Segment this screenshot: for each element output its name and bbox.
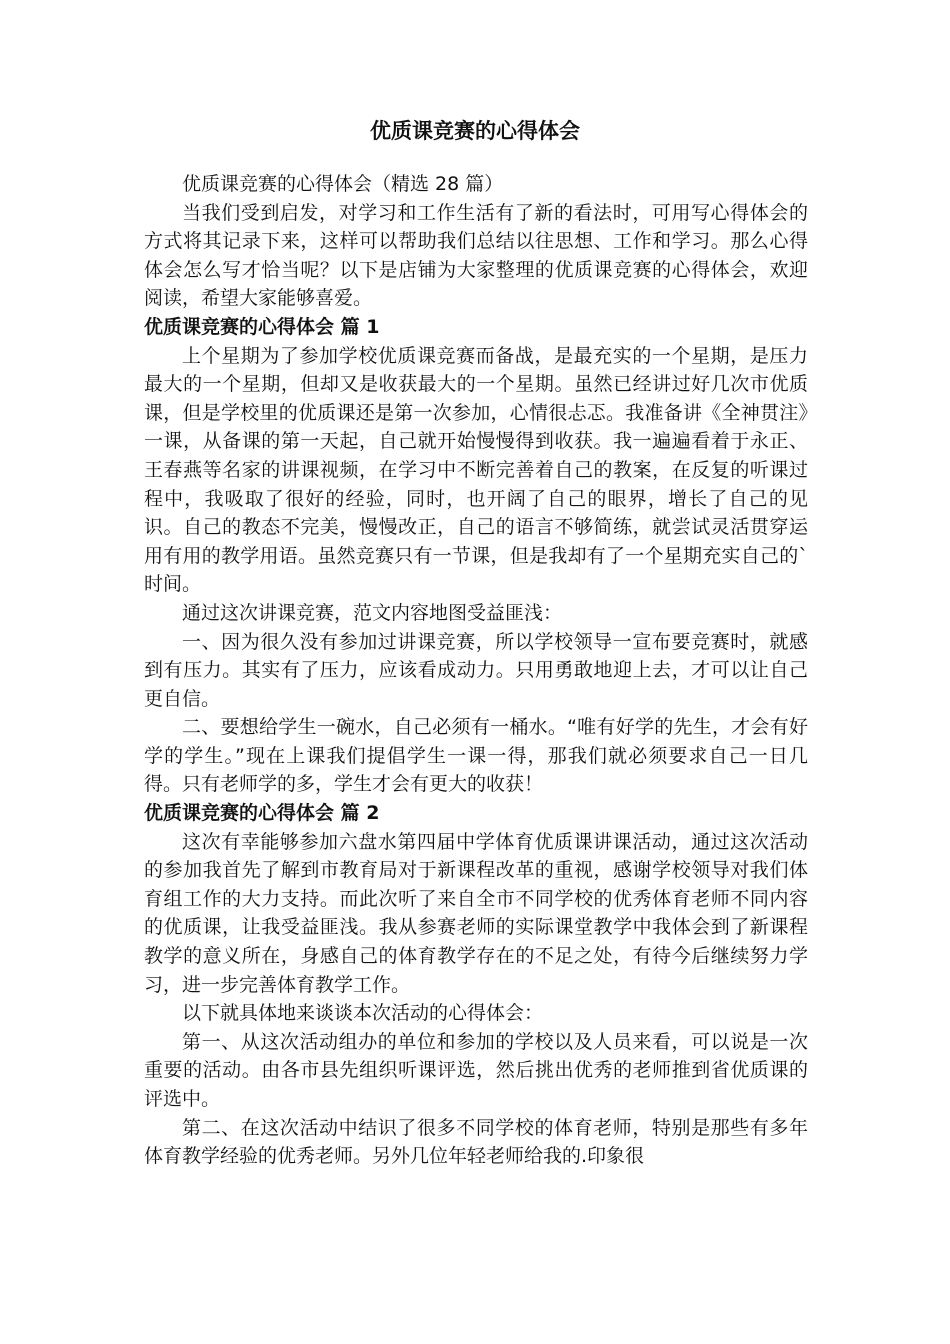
document-title: 优质课竞赛的心得体会 bbox=[370, 119, 580, 143]
section-paragraph: 二、要想给学生一碗水，自己必须有一桶水。“唯有好学的先生，才会有好学的学生。”现在上课我们提倡学生一课一得，那我们就必须要求自己一日几得。只有老师学的多，学生才会有更大的收获！ bbox=[144, 716, 808, 796]
section-paragraph: 第一、从这次活动组办的单位和参加的学校以及人员来看，可以说是一次重要的活动。由各市县先组织听课评选，然后挑出优秀的老师推到省优质课的评选中。 bbox=[144, 1030, 808, 1110]
section-heading: 优质课竞赛的心得体会 篇 1 bbox=[144, 315, 380, 338]
document-body bbox=[144, 170, 808, 1171]
section-paragraph: 第二、在这次活动中结识了很多不同学校的体育老师，特别是那些有多年体育教学经验的优秀老师。另外几位年轻老师给我的.印象很 bbox=[144, 1116, 808, 1168]
section-paragraph: 这次有幸能够参加六盘水第四届中学体育优质课讲课活动，通过这次活动的参加我首先了解到市教育局对于新课程改革的重视，感谢学校领导对我们体育组工作的大力支持。而此次听了来自全市不同学校的优秀体育老师不同内容的优质课，让我受益匪浅。我从参赛老师的实际课堂教学中我体会到了新课程教学的意义所在，身感自己的体育教学存在的不足之处，有待今后继续努力学习，进一步完善体育教学工作。 bbox=[144, 830, 808, 996]
section-paragraph: 上个星期为了参加学校优质课竞赛而备战，是最充实的一个星期，是压力最大的一个星期，但却又是收获最大的一个星期。虽然已经讲过好几次市优质课，但是学校里的优质课还是第一次参加，心情很忐忑。我准备讲《全神贯注》一课，从备课的第一天起，自己就开始慢慢得到收获。我一遍遍看着于永正、王春燕等名家的讲课视频，在学习中不断完善着自己的教案，在反复的听课过程中，我吸取了很好的经验，同时，也开阔了自己的眼界，增长了自己的见识。自己的教态不完美，慢慢改正，自己的语言不够简练，就尝试灵活贯穿运用有用的教学用语。虽然竞赛只有一节课，但是我却有了一个星期充实自己的`时间。 bbox=[144, 344, 808, 596]
intro-subtitle: 优质课竞赛的心得体会（精选 28 篇） bbox=[182, 173, 504, 195]
section-paragraph: 以下就具体地来谈谈本次活动的心得体会： bbox=[182, 1002, 544, 1025]
section-paragraph: 通过这次讲课竞赛，范文内容地图受益匪浅： bbox=[182, 601, 563, 624]
section-paragraph: 一、因为很久没有参加过讲课竞赛，所以学校领导一宣布要竞赛时，就感到有压力。其实有了压力，应该看成动力。只用勇敢地迎上去，才可以让自己更自信。 bbox=[144, 630, 808, 710]
section-heading: 优质课竞赛的心得体会 篇 2 bbox=[144, 802, 380, 825]
intro-paragraph: 当我们受到启发，对学习和工作生活有了新的看法时，可用写心得体会的方式将其记录下来，这样可以帮助我们总结以往思想、工作和学习。那么心得体会怎么写才恰当呢？以下是店铺为大家整理的优质课竞赛的心得体会，欢迎阅读，希望大家能够喜爱。 bbox=[144, 201, 808, 310]
